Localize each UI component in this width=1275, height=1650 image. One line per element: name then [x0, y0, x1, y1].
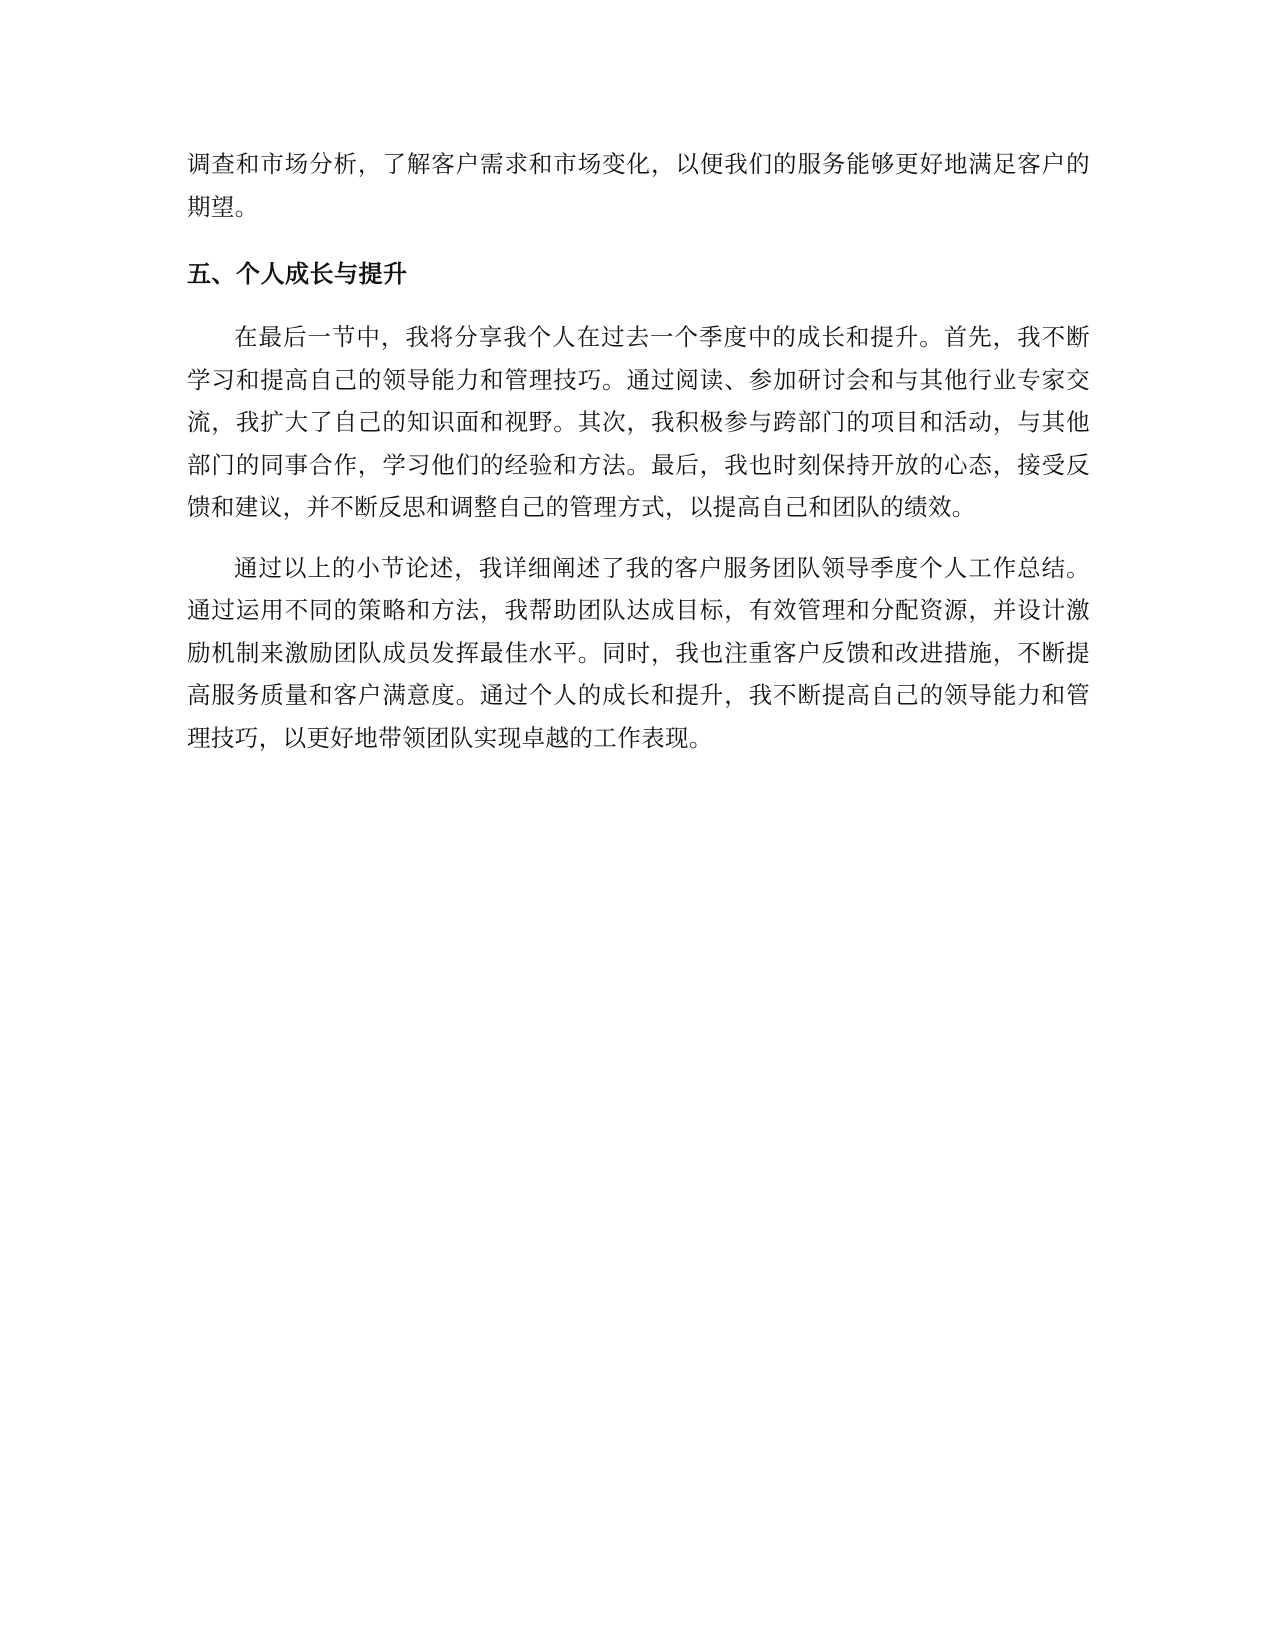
document-body	[187, 143, 1090, 759]
paragraph-market-analysis-continuation: 调查和市场分析，了解客户需求和市场变化，以便我们的服务能够更好地满足客户的期望。	[187, 150, 1090, 221]
paragraph-personal-growth: 在最后一节中，我将分享我个人在过去一个季度中的成长和提升。首先，我不断学习和提高自己的领导能力和管理技巧。通过阅读、参加研讨会和与其他行业专家交流，我扩大了自己的知识面和视野。其次，我积极参与跨部门的项目和活动，与其他部门的同事合作，学习他们的经验和方法。最后，我也时刻保持开放的心态，接受反馈和建议，并不断反思和调整自己的管理方式，以提高自己和团队的绩效。	[187, 323, 1090, 521]
paragraph-spacer	[187, 529, 1090, 547]
paragraph-conclusion: 通过以上的小节论述，我详细阐述了我的客户服务团队领导季度个人工作总结。通过运用不同的策略和方法，我帮助团队达成目标，有效管理和分配资源，并设计激励机制来激励团队成员发挥最佳水平。同时，我也注重客户反馈和改进措施，不断提高服务质量和客户满意度。通过个人的成长和提升，我不断提高自己的领导能力和管理技巧，以更好地带领团队实现卓越的工作表现。	[187, 553, 1090, 752]
section-heading-personal-growth: 五、个人成长与提升	[187, 260, 408, 288]
